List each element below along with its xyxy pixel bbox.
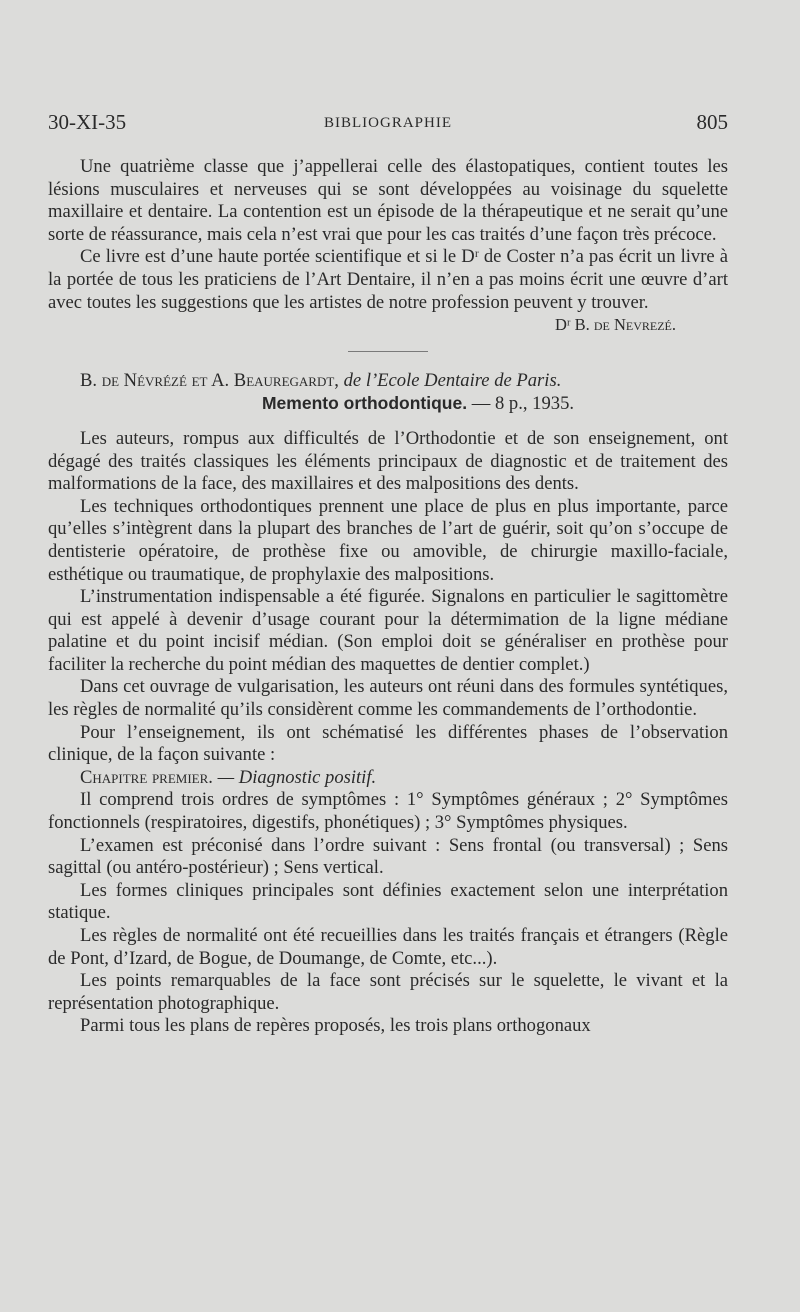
page-body [48, 156, 728, 1038]
header-date: 30-XI-35 [48, 110, 127, 134]
review2-paragraph: Il comprend trois ordres de symptômes : 1° Symptômes généraux ; 2° Symptômes fonctionnels (respiratoires, digestifs, phonétiques) ; 3° Symptômes physiques. [48, 789, 728, 834]
review2-paragraph: L’examen est préconisé dans l’ordre suivant : Sens frontal (ou transversal) ; Sens sagittal (ou antéro-postérieur) ; Sens vertical. [48, 834, 728, 879]
running-header [48, 110, 728, 140]
chapter-label: Chapitre premier. [80, 766, 213, 788]
chapter-title: — Diagnostic positif. [212, 766, 377, 788]
review2-paragraph: Dans cet ouvrage de vulgarisation, les auteurs ont réuni dans des formules syntétiques, les règles de normalité qu’ils considèrent comme les commandements de l’orthodontie. [48, 676, 728, 721]
review2-authors: B. de Névrézé et A. Beauregardt, [80, 369, 339, 391]
review1-paragraph: Une quatrième classe que j’appellerai celle des élastopatiques, contient toutes les lésions musculaires et nerveuses qui se sont développées au voisinage du squelette maxillaire et dentaire. La contention est un épisode de la thérapeutique et ne serait qu’une sorte de réassurance, mais cela n’est vrai que pour les cas traités d’une façon très précoce. [48, 156, 728, 245]
chapter-heading [48, 767, 728, 790]
review2-paragraph: Les points remarquables de la face sont précisés sur le squelette, le vivant et la représentation photographique. [48, 970, 728, 1014]
page-number: 805 [696, 110, 728, 134]
review2-affiliation: de l’Ecole Dentaire de Paris. [343, 369, 562, 391]
review2-paragraph: Les règles de normalité ont été recueillies dans les traités français et étrangers (Règle de Pont, d’Izard, de Bogue, de Doumange, de Comte, etc...). [48, 925, 728, 969]
review2-paragraph: Les auteurs, rompus aux difficultés de l’Orthodontie et de son enseignement, ont dégagé des traités classiques les éléments principaux de diagnostic et de traitement des malformations de la face, des maxillaires et des malpositions des dents. [48, 427, 728, 495]
review2-paragraph: Les techniques orthodontiques prennent une place de plus en plus importante, parce qu’elles s’intègrent dans la plupart des branches de l’art de guérir, soit qu’on s’occupe de dentisterie opératoire, de prothèse fixe ou amovible, de chirurgie maxillo-faciale, esthétique ou traumatique, de prophylaxie des malpositions. [48, 495, 728, 585]
review2-pub-info: — 8 p., 1935. [467, 393, 575, 415]
review2-title: Memento orthodontique. [261, 393, 468, 414]
review2-paragraph: Pour l’enseignement, ils ont schématisé les différentes phases de l’observation clinique, de la façon suivante : [48, 721, 728, 766]
review2-paragraph: L’instrumentation indispensable a été figurée. Signalons en particulier le sagittomètre qui est appelé à devenir d’usage courant pour la détermimation de la ligne médiane palatine et du point incisif médian. (Son emploi doit se généraliser en prothèse pour faciliter la recherche du point médian des maquettes de dentier complet.) [48, 586, 728, 675]
review1-paragraph: Ce livre est d’une haute portée scientifique et si le Dʳ de Coster n’a pas écrit un livre à la portée de tous les praticiens de l’Art Dentaire, il n’en a pas moins écrit une œuvre d’art avec toutes les suggestions que les artistes de notre profession peuvent y trouver. [48, 246, 728, 313]
header-section: BIBLIOGRAPHIE [324, 115, 452, 131]
review1-signature: Dʳ B. de Nevrezé. [554, 315, 676, 335]
review2-paragraph: Les formes cliniques principales sont définies exactement selon une interprétation statique. [48, 879, 728, 924]
review2-paragraph: Parmi tous les plans de repères proposés, les trois plans orthogonaux [80, 1015, 591, 1037]
review2-title-line [108, 392, 728, 416]
section-divider [348, 351, 428, 352]
review2-reference [48, 370, 728, 393]
